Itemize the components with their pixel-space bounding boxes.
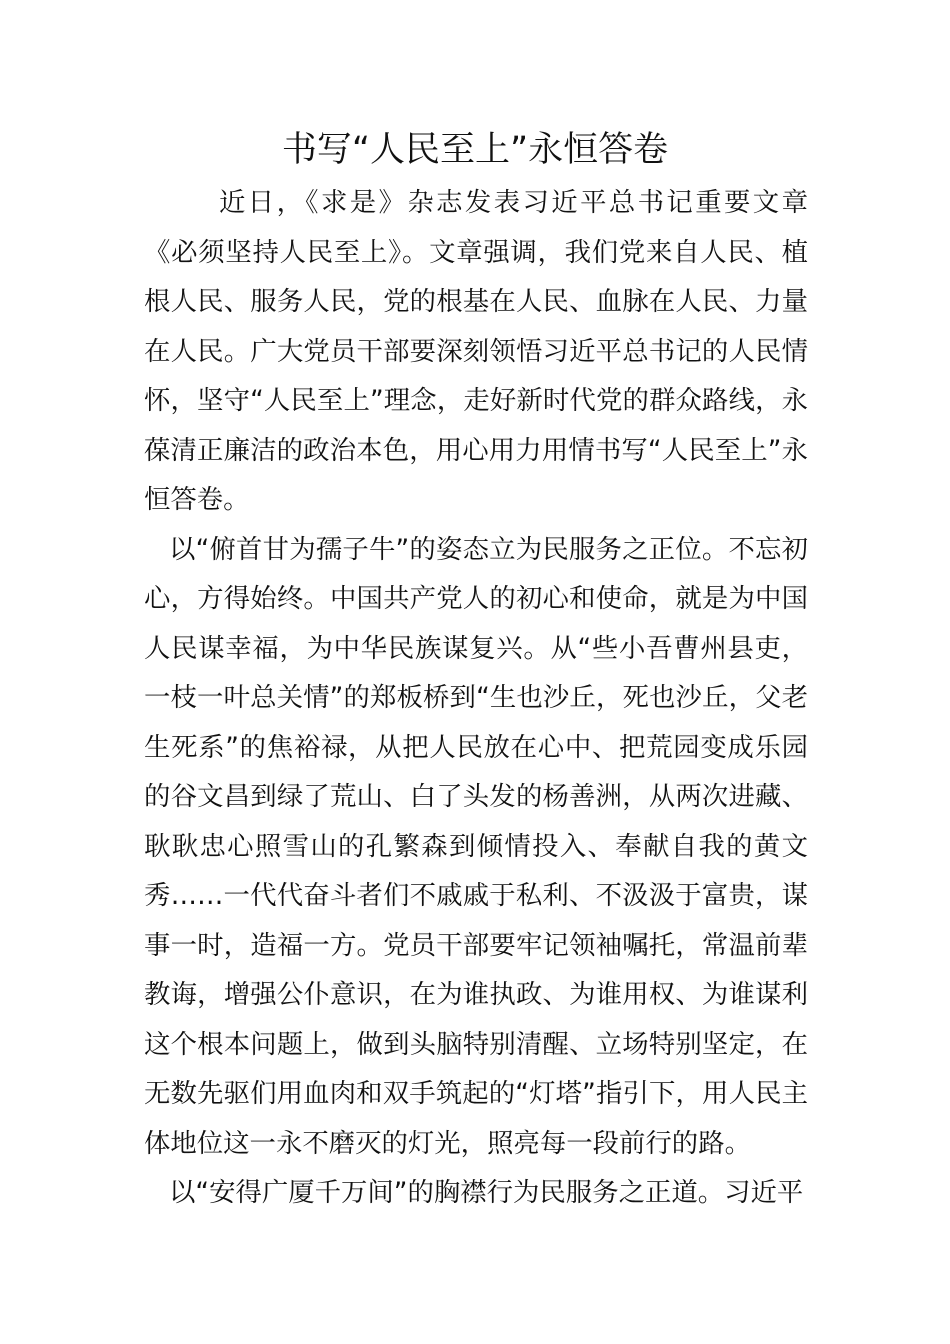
document-title: 书写“人民至上”永恒答卷	[281, 130, 669, 170]
paragraph-section-1: 以“俯首甘为孺子牛”的姿态立为民服务之正位。不忘初心，方得始终。中国共产党人的初心和使命，就是为中国人民谋幸福，为中华民族谋复兴。从“些小吾曹州县吏，一枝一叶总关情”的郑板桥到“生也沙丘，死也沙丘，父老生死系”的焦裕禄，从把人民放在心中、把荒园变成乐园的谷文昌到绿了荒山、白了头发的杨善洲，从两次进藏、耿耿忠心照雪山的孔繁森到倾情投入、奉献自我的黄文秀……一代代奋斗者们不戚戚于私利、不汲汲于富贵，谋事一时，造福一方。党员干部要牢记领袖嘱托，常温前辈教诲，增强公仆意识，在为谁执政、为谁用权、为谁谋利这个根本问题上，做到头脑特别清醒、立场特别坚定，在无数先驱们用血肉和双手筑起的“灯塔”指引下，用人民主体地位这一永不磨灭的灯光，照亮每一段前行的路。	[144, 533, 808, 1159]
document-body	[144, 178, 808, 1218]
paragraph-intro: 近日，《求是》杂志发表习近平总书记重要文章《必须坚持人民至上》。文章强调，我们党来自人民、植根人民、服务人民，党的根基在人民、血脉在人民、力量在人民。广大党员干部要深刻领悟习近平总书记的人民情怀，坚守“人民至上”理念，走好新时代党的群众路线，永葆清正廉洁的政治本色，用心用力用情书写“人民至上”永恒答卷。	[144, 187, 808, 515]
paragraph-section-2: 以“安得广厦千万间”的胸襟行为民服务之正道。习近平	[169, 1177, 804, 1208]
